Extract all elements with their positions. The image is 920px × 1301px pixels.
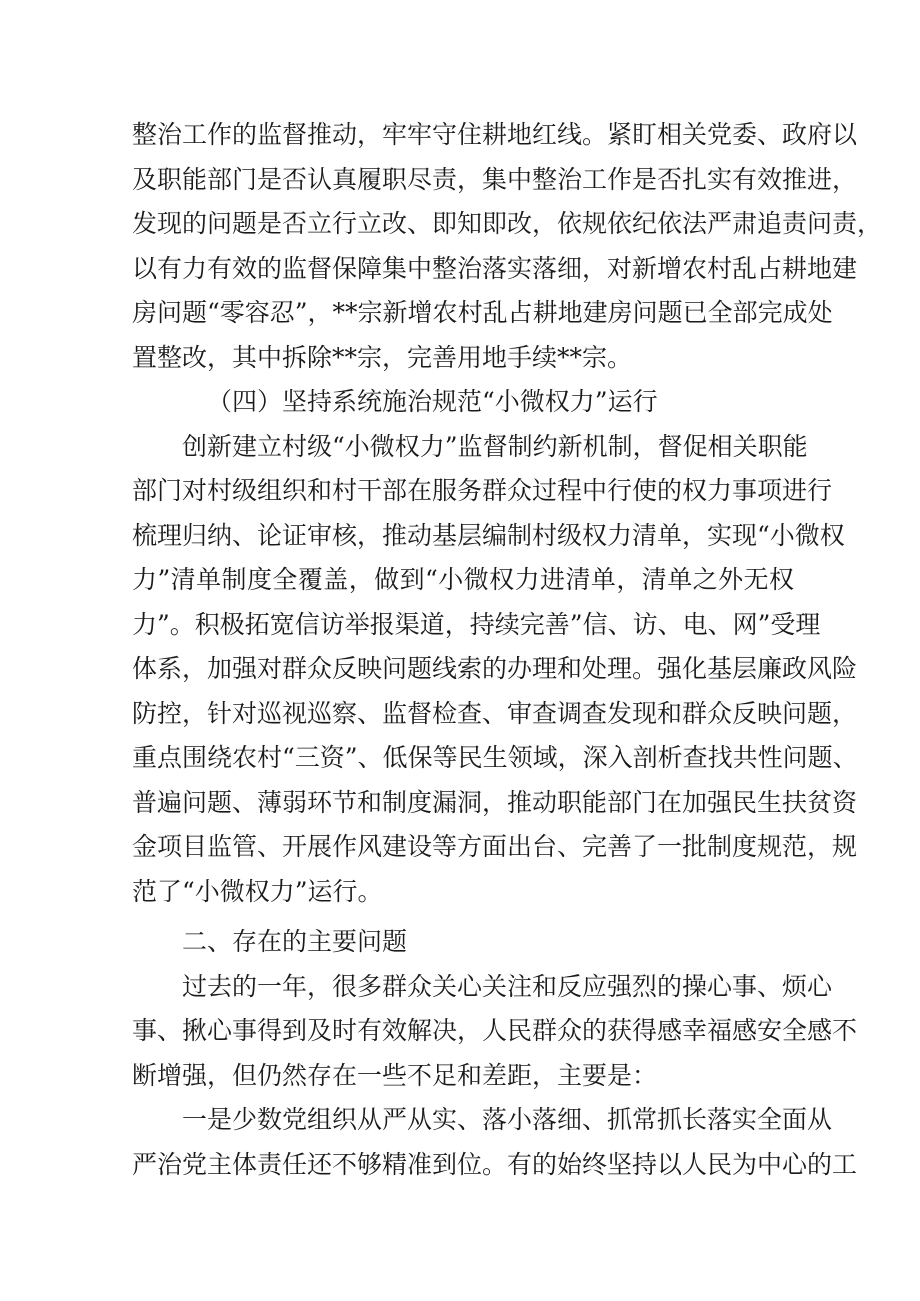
paragraph-line: 金项目监管、开展作风建设等方面出台、完善了一批制度规范，规: [132, 832, 858, 861]
paragraph-line: 整治工作的监督推动，牢牢守住耕地红线。紧盯相关党委、政府以: [132, 120, 858, 149]
paragraph-line: 范了“小微权力”运行。: [132, 876, 383, 906]
paragraph-line: 事、揪心事得到及时有效解决，人民群众的获得感幸福感安全感不: [132, 1016, 858, 1045]
paragraph-line: 房问题“零容忍”，**宗新增农村乱占耕地建房问题已全部完成处: [132, 298, 833, 327]
paragraph-line: 体系，加强对群众反映问题线索的办理和处理。强化基层廉政风险: [132, 654, 858, 683]
paragraph-line: 梳理归纳、论证审核，推动基层编制村级权力清单，实现“小微权: [132, 520, 845, 550]
paragraph-line: 过去的一年，很多群众关心关注和反应强烈的操心事、烦心: [182, 971, 833, 1001]
paragraph-line: 严治党主体责任还不够精准到位。有的始终坚持以人民为中心的工: [132, 1149, 858, 1179]
paragraph-line: 一是少数党组织从严从实、落小落细、抓常抓长落实全面从: [182, 1105, 833, 1134]
paragraph-line: 置整改，其中拆除**宗，完善用地手续**宗。: [132, 342, 633, 372]
subheading-4: （四）坚持系统施治规范“小微权力”运行: [207, 387, 658, 416]
paragraph-line: 发现的问题是否立行立改、即知即改，依规依纪依法严肃追责问责，: [132, 209, 883, 238]
document-body: [132, 113, 883, 1187]
paragraph-line: 以有力有效的监督保障集中整治落实落细，对新增农村乱占耕地建: [132, 253, 858, 283]
paragraph-line: 创新建立村级“小微权力”监督制约新机制，督促相关职能: [182, 431, 808, 461]
paragraph-line: 普遍问题、薄弱环节和制度漏洞，推动职能部门在加强民生扶贫资: [132, 787, 858, 817]
paragraph-line: 部门对村级组织和村干部在服务群众过程中行使的权力事项进行: [132, 476, 833, 505]
paragraph-line: 防控，针对巡视巡察、监督检查、审查调查发现和群众反映问题，: [132, 698, 858, 728]
paragraph-line: 及职能部门是否认真履职尽责，集中整治工作是否扎实有效推进，: [132, 164, 858, 194]
paragraph-line: 断增强，但仍然存在一些不足和差距，主要是：: [132, 1060, 658, 1090]
section-2-heading: 二、存在的主要问题: [182, 927, 408, 956]
paragraph-line: 重点围绕农村“三资”、低保等民生领域，深入剖析查找共性问题、: [132, 743, 858, 772]
paragraph-line: 力”。积极拓宽信访举报渠道，持续完善”信、访、电、网”受理: [132, 609, 821, 639]
paragraph-line: 力”清单制度全覆盖，做到“小微权力进清单，清单之外无权: [132, 565, 794, 594]
